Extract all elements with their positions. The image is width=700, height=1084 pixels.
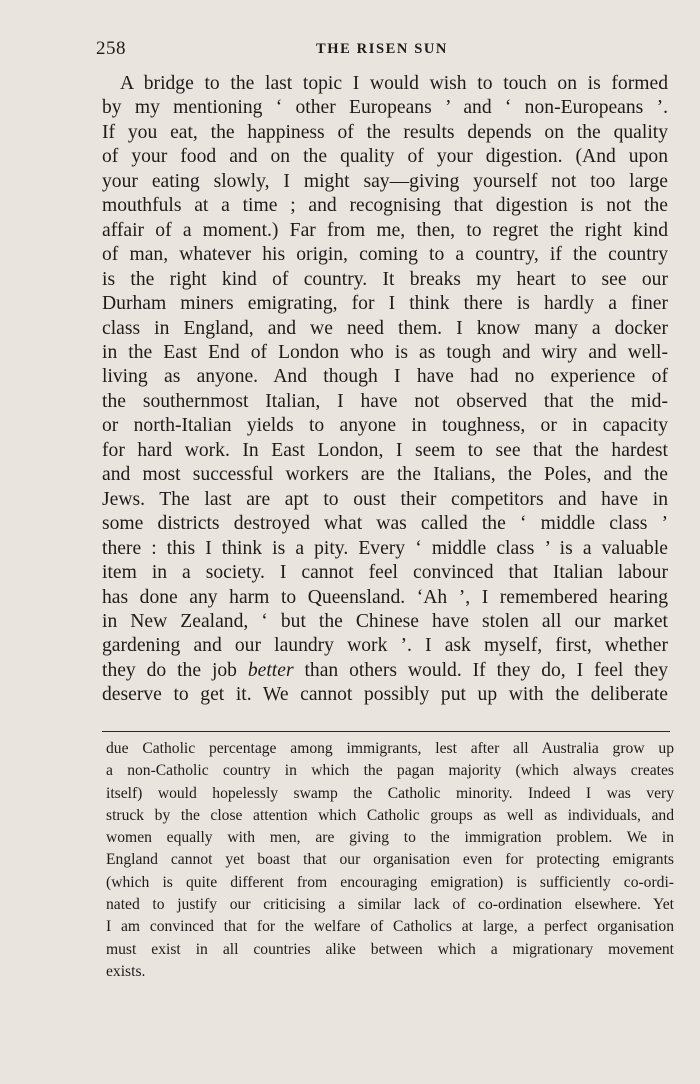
body-line: in the East End of London who is as tough and wiry and well- <box>102 341 668 363</box>
body-line: living as anyone. And though I have had no experience of <box>102 366 668 388</box>
body-line: gardening and our laundry work ’. I ask myself, first, whether <box>102 635 668 657</box>
body-line: deserve to get it. We cannot possibly put up with the deliberate <box>102 684 668 706</box>
body-line: in New Zealand, ‘ but the Chinese have stolen all our market <box>102 610 668 632</box>
italic-word: better <box>247 659 294 681</box>
body-text <box>102 72 668 708</box>
footnote-line: England cannot yet boast that our organisation even for protecting emigrants <box>106 851 674 869</box>
body-line <box>102 659 668 683</box>
body-line: for hard work. In East London, I seem to see that the hardest <box>102 439 668 461</box>
body-line-part: than others would. If they do, I feel they <box>293 659 668 681</box>
body-line: is the right kind of country. It breaks my heart to see our <box>102 268 668 290</box>
body-line: Jews. The last are apt to oust their competitors and have in <box>102 488 668 510</box>
body-line: there : this I think is a pity. Every ‘ middle class ’ is a valuable <box>102 537 668 559</box>
body-line: A bridge to the last topic I would wish to touch on is formed <box>120 73 668 94</box>
body-line: item in a society. I cannot feel convinced that Italian labour <box>102 562 668 584</box>
body-line: by my mentioning ‘ other Europeans ’ and ‘ non-Europeans ’. <box>102 97 668 119</box>
footnote-line: itself) would hopelessly swamp the Catholic minority. Indeed I was very <box>106 784 674 802</box>
body-line-part: they do the job <box>102 659 248 681</box>
body-line: affair of a moment.) Far from me, then, to regret the right kind <box>102 219 668 241</box>
body-line: or north-Italian yields to anyone in toughness, or in capacity <box>102 415 668 437</box>
footnote-line: a non-Catholic country in which the pagan majority (which always creates <box>106 762 674 780</box>
footnote-line: women equally with men, are giving to the immigration problem. We in <box>106 829 674 847</box>
body-line: and most successful workers are the Italians, the Poles, and the <box>102 464 668 486</box>
footnote-line: struck by the close attention which Catholic groups as well as individuals, and <box>106 806 674 824</box>
body-line: Durham miners emigrating, for I think there is hardly a finer <box>102 293 668 315</box>
page-header <box>96 38 668 64</box>
footnote-rule <box>102 731 670 732</box>
running-head: THE RISEN SUN <box>316 41 448 57</box>
body-line: If you eat, the happiness of the results depends on the quality <box>102 121 668 143</box>
body-line: of your food and on the quality of your digestion. (And upon <box>102 146 668 168</box>
footnote-line: due Catholic percentage among immigrants, lest after all Australia grow up <box>106 740 674 757</box>
footnote-line: must exist in all countries alike between which a migrationary movement <box>106 940 674 958</box>
footnote-line: (which is quite different from encouraging emigration) is sufficiently co-ordi- <box>106 873 674 891</box>
footnote-line: exists. <box>106 962 146 980</box>
body-line: the southernmost Italian, I have not observed that the mid- <box>102 390 668 412</box>
footnote-line: nated to justify our criticising a similar lack of co-ordination elsewhere. Yet <box>106 896 674 914</box>
body-line: class in England, and we need them. I know many a docker <box>102 317 668 339</box>
body-line: some districts destroyed what was called the ‘ middle class ’ <box>102 513 668 535</box>
page-number: 258 <box>96 38 126 59</box>
body-line: of man, whatever his origin, coming to a country, if the country <box>102 244 668 266</box>
footnote-text <box>106 738 674 983</box>
body-line: your eating slowly, I might say—giving yourself not too large <box>102 170 668 192</box>
body-line: mouthfuls at a time ; and recognising that digestion is not the <box>102 195 668 217</box>
footnote-line: I am convinced that for the welfare of Catholics at large, a perfect organisation <box>106 918 674 936</box>
body-line: has done any harm to Queensland. ‘Ah ’, I remembered hearing <box>102 586 668 608</box>
